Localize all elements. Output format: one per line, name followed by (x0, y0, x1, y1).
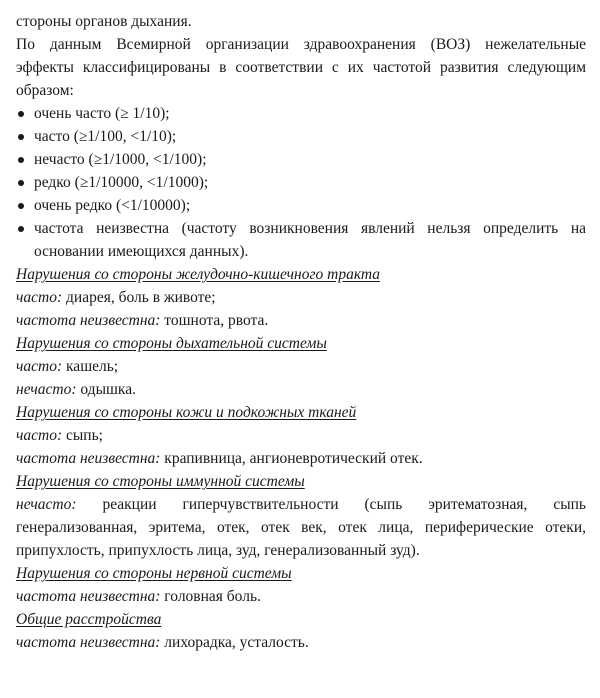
effect-text: лихорадка, усталость. (160, 634, 309, 651)
effect-text: крапивница, ангионевротический отек. (160, 450, 423, 467)
bullet-icon (18, 157, 24, 163)
section-heading: Нарушения со стороны дыхательной системы (16, 335, 327, 352)
list-item (16, 148, 586, 171)
bullet-icon (18, 180, 24, 186)
frequency-label: нечасто: (16, 496, 77, 513)
effect-row (16, 493, 586, 516)
list-item-text: редко (≥1/10000, <1/1000); (34, 174, 209, 191)
list-item (16, 102, 586, 125)
effect-text: диарея, боль в животе; (62, 289, 216, 306)
frequency-label: частота неизвестна: (16, 450, 161, 467)
intro-line: стороны органов дыхания. (16, 13, 192, 30)
list-item-text: основании имеющихся данных). (34, 243, 249, 260)
intro-paragraph-line: эффекты классифицированы в соответствии с их частотой развития следующим (16, 59, 586, 76)
effect-row (16, 286, 586, 309)
effect-text: сыпь; (62, 427, 103, 444)
intro-paragraph-line: По данным Всемирной организации здравоохранения (ВОЗ) нежелательные (16, 36, 586, 53)
intro-paragraph-line: образом: (16, 82, 74, 99)
effect-text: одышка. (76, 381, 136, 398)
effect-row (16, 355, 586, 378)
effect-row-continuation: припухлость, припухлость лица, зуд, генерализованный зуд). (16, 542, 420, 559)
bullet-icon (18, 226, 24, 232)
intro-paragraph (16, 33, 586, 102)
section-heading: Нарушения со стороны желудочно-кишечного тракта (16, 266, 381, 283)
effect-row (16, 378, 586, 401)
section-heading: Нарушения со стороны нервной системы (16, 565, 292, 582)
bullet-icon (18, 111, 24, 117)
frequency-label: частота неизвестна: (16, 634, 161, 651)
effect-text: реакции гиперчувствительности (сыпь эритематозная, сыпь (76, 496, 586, 513)
frequency-label: частота неизвестна: (16, 312, 161, 329)
list-item-text: нечасто (≥1/1000, <1/100); (34, 151, 207, 168)
list-item (16, 125, 586, 148)
effect-row-continuation: генерализованная, эритема, отек, отек век, отек лица, периферические отеки, (16, 519, 586, 536)
effect-text: кашель; (62, 358, 119, 375)
effect-text: головная боль. (160, 588, 261, 605)
frequency-label: часто: (16, 358, 63, 375)
list-item (16, 194, 586, 217)
effect-text: тошнота, рвота. (160, 312, 269, 329)
list-item-text: частота неизвестна (частоту возникновения явлений нельзя определить на (34, 220, 586, 237)
list-item (16, 171, 586, 194)
frequency-label: часто: (16, 427, 63, 444)
list-item (16, 217, 586, 263)
section-heading: Нарушения со стороны кожи и подкожных тканей (16, 404, 357, 421)
section-heading: Общие расстройства (16, 611, 162, 628)
effect-row (16, 631, 586, 654)
bullet-icon (18, 203, 24, 209)
list-item-text: очень часто (≥ 1/10); (34, 105, 170, 122)
frequency-label: частота неизвестна: (16, 588, 161, 605)
effect-row (16, 309, 586, 332)
frequency-label: нечасто: (16, 381, 77, 398)
section-heading: Нарушения со стороны иммунной системы (16, 473, 305, 490)
list-item-text: часто (≥1/100, <1/10); (34, 128, 177, 145)
bullet-icon (18, 134, 24, 140)
effect-row (16, 585, 586, 608)
effect-row (16, 447, 586, 470)
list-item-text: очень редко (<1/10000); (34, 197, 191, 214)
frequency-list (16, 102, 586, 263)
frequency-label: часто: (16, 289, 63, 306)
effect-row (16, 424, 586, 447)
